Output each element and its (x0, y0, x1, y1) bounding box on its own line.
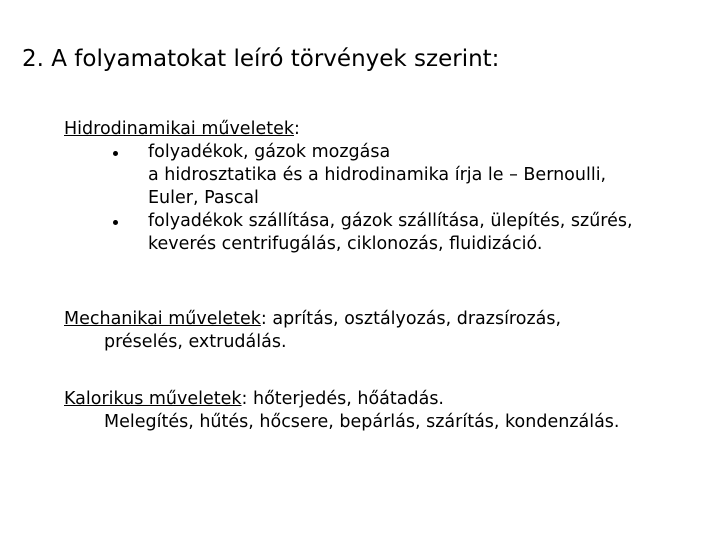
mech-line-2: préselés, extrudálás. (104, 332, 287, 352)
bullet-dot-icon (113, 220, 118, 225)
hydro-bullet-1 (64, 141, 704, 210)
hydro-bullet-2 (64, 210, 704, 256)
slide-title: 2. A folyamatokat leíró törvények szerint: (22, 46, 500, 72)
hydro-heading: Hidrodinamikai műveletek (64, 119, 294, 139)
hydro-section (64, 118, 704, 256)
hydro-heading-line (64, 118, 704, 141)
kal-heading-line (64, 388, 620, 411)
hydro-bullet-1-line-1: folyadékok, gázok mozgása (148, 142, 391, 162)
kal-rest: : hőterjedés, hőátadás. (241, 389, 444, 409)
mech-rest: : aprítás, osztályozás, drazsírozás, (260, 309, 562, 329)
mech-heading: Mechanikai műveletek (64, 309, 261, 329)
hydro-bullet-1-line-3: Euler, Pascal (148, 188, 259, 208)
mech-section (64, 308, 561, 354)
hydro-bullet-2-line-1: folyadékok szállítása, gázok szállítása, ülepítés, szűrés, (148, 211, 633, 231)
kal-section (64, 388, 620, 434)
hydro-bullet-1-line-2: a hidrosztatika és a hidrodinamika írja le – Bernoulli, (148, 165, 607, 185)
hydro-colon: : (293, 119, 300, 139)
kal-heading: Kalorikus műveletek (64, 389, 242, 409)
mech-heading-line (64, 308, 561, 331)
hydro-bullet-2-line-2: keverés centrifugálás, ciklonozás, fluidizáció. (148, 234, 543, 254)
kal-line-2: Melegítés, hűtés, hőcsere, bepárlás, szárítás, kondenzálás. (104, 412, 620, 432)
bullet-dot-icon (113, 151, 118, 156)
